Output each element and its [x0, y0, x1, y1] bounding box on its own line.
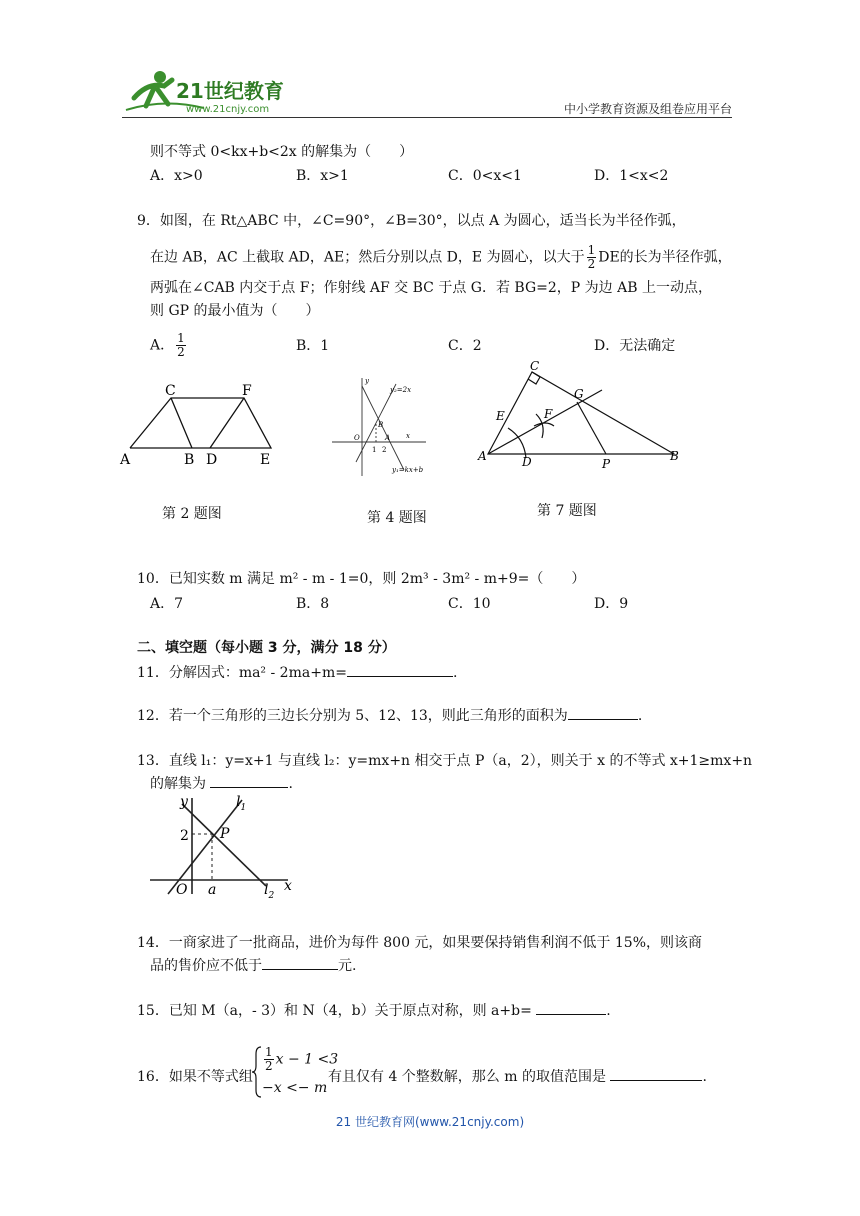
q16-blank[interactable]	[610, 1066, 702, 1081]
q15	[137, 1000, 611, 1020]
q13-end: .	[288, 776, 293, 792]
q16-inequality-1	[262, 1046, 338, 1073]
fig4-label-y2: y₂=2x	[390, 386, 412, 394]
fig2-label-f: F	[242, 383, 252, 399]
q8-option-b: B．x>1	[296, 168, 349, 184]
q16-ineq1-rest: x − 1 <3	[275, 1051, 339, 1068]
fig2-label-b: B	[184, 452, 195, 468]
figure-7	[476, 360, 688, 472]
q12-stem: 12．若一个三角形的三边长分别为 5、12、13，则此三角形的面积为	[137, 708, 568, 724]
q16-frac-num: 1	[265, 1045, 273, 1059]
q10-option-d: D．9	[594, 596, 629, 612]
logo-sub-text: www.21cnjy.com	[186, 104, 270, 115]
logo-runner-body	[134, 80, 172, 106]
fig7-caption: 第 7 题图	[537, 503, 597, 519]
q16-frac	[264, 1046, 274, 1073]
q15-end: .	[606, 1003, 611, 1019]
fig13-label-2: 2	[180, 828, 189, 844]
fig4-label-1: 1	[372, 446, 377, 454]
q11-blank[interactable]	[347, 662, 453, 677]
fig13-label-l1	[236, 794, 246, 813]
q16-suffix: 有且仅有 4 个整数解，那么 m 的取值范围是	[328, 1069, 606, 1085]
logo-runner-head	[154, 71, 166, 83]
q9-frac-den: 2	[587, 257, 596, 271]
footer-link[interactable]: 21 世纪教育网(www.21cnjy.com)	[335, 1115, 525, 1129]
fig13-label-l2	[264, 882, 274, 900]
q9-option-a	[150, 332, 188, 359]
logo-icon	[124, 68, 294, 116]
figure-13	[148, 790, 298, 900]
fig2-caption: 第 2 题图	[162, 506, 222, 522]
q14-blank[interactable]	[262, 955, 338, 970]
q12	[137, 705, 642, 725]
fig7-triangle	[488, 372, 674, 454]
q16-brace	[252, 1046, 262, 1098]
q9-frac-num: 1	[587, 243, 596, 257]
q14-line1: 14．一商家进了一批商品，进价为每件 800 元，如果要保持销售利润不低于 15%，则该商	[137, 935, 703, 951]
q11-stem: 11．分解因式：ma² - 2ma+m=	[137, 665, 347, 681]
q9-line2a: 在边 AB，AC 上截取 AD，AE；然后分别以点 D，E 为圆心，以大于	[150, 249, 585, 266]
q16-rest	[328, 1066, 707, 1086]
fig13-line-l2	[182, 804, 266, 886]
logo-main-text: 21世纪教育	[176, 79, 284, 103]
q15-blank[interactable]	[536, 1000, 606, 1015]
fig7-label-c: C	[530, 360, 540, 373]
q14-line2	[150, 955, 356, 975]
q9-line3: 两弧在∠CAB 内交于点 F；作射线 AF 交 BC 于点 G．若 BG=2，P 为边 AB 上一动点，	[150, 280, 712, 296]
fig13-label-p: P	[220, 826, 230, 842]
fig7-gp	[577, 402, 606, 454]
q9-option-a-fraction	[176, 332, 186, 359]
q15-stem: 15．已知 M（a，- 3）和 N（4，b）关于原点对称，则 a+b=	[137, 1003, 532, 1019]
q9-line2	[150, 244, 732, 271]
fig7-label-f: F	[544, 407, 553, 421]
fig4-label-b: B	[378, 421, 384, 429]
q9-line1: 9．如图，在 Rt△ABC 中，∠C=90°，∠B=30°，以点 A 为圆心，适当长为半径作弧，	[137, 213, 686, 229]
fig7-label-e: E	[496, 409, 505, 423]
q12-end: .	[637, 708, 643, 724]
q9-option-d: D．无法确定	[594, 338, 676, 354]
q10-option-b: B．8	[296, 596, 330, 612]
q16-end: .	[702, 1069, 707, 1085]
q9-option-a-label: A．	[150, 337, 175, 354]
q14-line2-text: 品的售价应不低于	[150, 958, 262, 974]
fig2-label-c: C	[165, 383, 176, 399]
fig4-label-2: 2	[382, 446, 387, 454]
fig13-label-y: y	[180, 794, 188, 810]
q16-inequality-2: −x <− m	[262, 1080, 328, 1096]
fig2-label-d: D	[206, 452, 218, 468]
fig13-label-x: x	[284, 878, 292, 894]
fig13-label-a: a	[208, 882, 217, 898]
fig4-label-y: y	[365, 377, 369, 385]
q8-option-d: D．1<x<2	[594, 168, 669, 184]
q10-option-c: C．10	[448, 596, 491, 612]
q13-blank[interactable]	[210, 773, 288, 788]
q13-line2-text: 的解集为	[150, 776, 206, 792]
q14-end: 元.	[338, 958, 357, 974]
q8-option-c: C．0<x<1	[448, 168, 522, 184]
fig7-label-p: P	[602, 457, 611, 471]
q9-opt-a-den: 2	[177, 345, 185, 359]
q9-option-b: B．1	[296, 338, 330, 354]
q9-opt-a-num: 1	[177, 331, 185, 345]
platform-name: 中小学教育资源及组卷应用平台	[563, 102, 732, 116]
fig13-l1-sub: 1	[240, 803, 247, 813]
fig13-label-o: O	[176, 882, 188, 898]
header-divider	[122, 117, 732, 118]
q10-option-a: A．7	[150, 596, 184, 612]
fig13-l2-l: l	[264, 882, 269, 898]
q8-stem: 则不等式 0<kx+b<2x 的解集为（ ）	[150, 144, 414, 160]
q9-fraction	[587, 244, 597, 271]
q16-prefix: 16．如果不等式组	[137, 1069, 253, 1085]
fig4-label-a: A	[385, 434, 391, 442]
fig4-caption: 第 4 题图	[367, 510, 427, 526]
fig4-label-o: O	[354, 434, 360, 442]
q9-line4: 则 GP 的最小值为（ ）	[150, 303, 320, 319]
fig13-l2-sub: 2	[268, 891, 275, 900]
fig13-l1-l: l	[236, 794, 241, 810]
q11	[137, 662, 457, 682]
fig7-label-d: D	[522, 455, 532, 469]
fig2-label-e: E	[260, 452, 271, 468]
fig4-label-x: x	[406, 432, 410, 440]
q13-line1: 13．直线 l₁：y=x+1 与直线 l₂：y=mx+n 相交于点 P（a，2），则关于 x 的不等式 x+1≥mx+n	[137, 753, 753, 769]
q9-line2b: DE的长为半径作弧，	[598, 249, 732, 266]
q11-end: .	[452, 665, 458, 681]
q10-stem: 10．已知实数 m 满足 m² - m - 1=0，则 2m³ - 3m² - m+9=（ ）	[137, 571, 586, 587]
fig4-label-y1: y₁=kx+b	[392, 466, 424, 474]
q8-option-a: A．x>0	[150, 168, 203, 184]
section-2-title: 二、填空题（每小题 3 分，满分 18 分）	[137, 640, 396, 656]
q12-blank[interactable]	[568, 705, 638, 720]
fig7-label-b: B	[670, 449, 679, 463]
q9-option-c: C．2	[448, 338, 482, 354]
figure-2	[116, 378, 286, 468]
fig2-lines	[130, 398, 271, 448]
q16-frac-den: 2	[265, 1059, 273, 1073]
fig2-label-a: A	[120, 452, 131, 468]
fig7-label-a: A	[478, 449, 487, 463]
fig7-right-angle	[528, 372, 540, 384]
fig7-label-g: G	[574, 387, 584, 401]
figure-4	[322, 372, 432, 480]
